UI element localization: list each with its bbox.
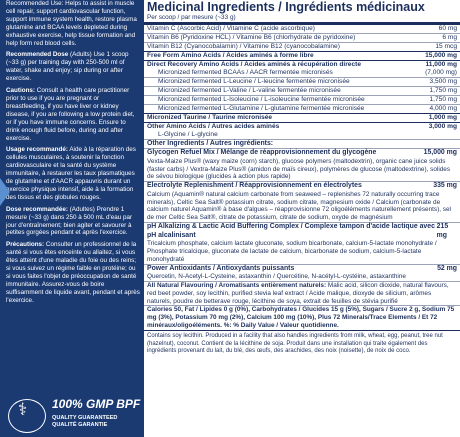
- ph-heading: pH Alkalizing & Lactic Acid Buffering Complex / Complexe tampon d'acide lactique avec pH alcalinisant 215 mg: [144, 222, 460, 240]
- gmp-badge: [2, 395, 142, 437]
- glycine-row: L-Glycine / L-glycine: [158, 131, 218, 138]
- english-usage: Recommended Use: Helps to assist in muscle cell repair, support cardiovascular function, support immune system health, restore plasma glutamine and BCAA levels depleted during exhaustive exercise, help tissue formation and help form red blood cells.: [6, 0, 137, 47]
- serving-size: Per scoop / par mesure (~33 g): [144, 14, 460, 25]
- ingredients-panel: [144, 0, 460, 437]
- ph-text: Tricalcium phosphate, calcium lactate gluconate, sodium bicarbonate, calcium-5-lactate monohydrate / Phosphate tricalcique, gluconate de lactate de calcium, bicarbonate de sodium, calcium-5-lactate monohydraté: [147, 239, 437, 263]
- antioxidant-heading: Power Antioxidants / Antioxydants puissants 52 mg: [144, 264, 460, 273]
- gmp-percent: 100% GMP BPF: [52, 397, 141, 411]
- direct-item-row: Micronized fermented L-Glutamine / L-glutamine fermentée micronisée 4,000 mg: [144, 104, 460, 113]
- vitamin-row: Vitamin C (Ascorbic Acid) / Vitamine C (acide ascorbique) 60 mg: [147, 25, 457, 32]
- nutrition-summary: Calories 50, Fat / Lipides 0 g (0%), Carbohydrates / Glucides 15 g (5%), Sugars / Sucre 2 g, Sodium 75 mg (3%), Potassium 70 mg (2%), Calcium 100 mg (10%), Plus 72 Minerals/Trace Elements / Et 72 minéraux/oligoéléments. %: % Daily Value / Valeur quotidienne.: [144, 305, 460, 330]
- taurine-row: Micronized Taurine / Taurine micronisée 1,000 mg: [144, 113, 460, 122]
- english-cautions: Cautions: Consult a health care practitioner prior to use if you are pregnant or breastfeeding, if you have liver or kidney disease, if you are following a low protein diet, or if you have immune concerns. Ensure to drink enough fluid before, during and after exercise.: [6, 87, 135, 142]
- usage-column: [0, 0, 144, 437]
- other-ingredients-heading: Other Ingredients / Autres ingrédients:: [144, 139, 460, 148]
- usage-text-block: [6, 0, 140, 309]
- vitamin-row: Vitamin B6 (Pyridoxine HCL) / Vitamine B6 (chlorhydrate de pyridoxine) 6 mg: [144, 33, 460, 42]
- french-cautions: Précautions: Consulter un professionnel de la santé si vous êtes enceinte ou allaitez, si vous êtes atteint d'une maladie du foie ou des reins; si vous suivez un régime faible en protéine; ou si vous faites l'objet de préoccupation de santé immunitaire. Assurez-vous de boire suffisamment de liquide avant, pendant et après l'exercice.: [6, 241, 140, 304]
- english-dose: Recommended Dose (Adults) Use 1 scoop (~33 g) per training day with 250-500 ml of water, shake and enjoy; sip during or after exercise.: [6, 51, 129, 83]
- vitamin-row: Vitamin B12 (Cyanocobalamin) / Vitamine B12 (cyanocobalamine) 15 mcg: [144, 42, 460, 51]
- caduceus-seal-icon: ⚕: [8, 399, 46, 433]
- free-form-amino-row: Free Form Amino Acids / Acides aminés à forme libre 15,000 mg: [144, 51, 460, 60]
- electrolyte-heading: Electrolyte Replenishment / Réapprovisionnement en électrolytes 335 mg: [144, 181, 460, 190]
- flavouring-text: All Natural Flavouring / Aromatisants entièrement naturels: Malic acid, silicon dioxide, natural flavours, red beet powder, soy lecithin, purified stevia leaf extract / Acide malique, dioxyde de silicium, arômes naturels, poudre de betterave rouge, lécithine de soya, extrait de feuilles de stévia purifié: [144, 281, 460, 306]
- antioxidant-text: Quercetin, N-Acetyl-L-Cysteine, astaxanthin / Quercétine, N-acétyl-L-cystéine, astaxanthine: [147, 272, 406, 280]
- french-dose: Dose recommandée: (Adultes) Prendre 1 mesure (~33 g) dans 250 à 500 mL d'eau par jour d'entraînement; bien agiter et savourer à petites gorgées pendant et après l'exercice.: [6, 205, 133, 237]
- french-usage: Usage recommandé: Aide à la réparation des cellules musculaires, à soutenir la fonction cardiovasculaire et la santé du système immunitaire, à restaurer les taux plasmatiques de glutamine et d'AACR appauvris durant un exercice physique intensif, aide à la formation des tissus et des globules rouges.: [6, 146, 136, 201]
- allergen-footnote: Contains soy lecithin. Produced in a facility that also handles ingredients from milk, wheat, egg, peanut, tree nut (hazelnut), coconut. Contient de la lécithine de soja. Produit dans une installation qui traite également des ingrédients provenant du lait, du blé, des œufs, des arachides, des noix (noisette), de noix de coco.: [144, 330, 460, 357]
- other-amino-row: Other Amino Acids / Autres acides aminés 3,000 mg: [144, 122, 460, 131]
- glycogen-heading: Glycogen Refuel Mix / Mélange de réapprovisionnement du glycogène 15,000 mg: [144, 148, 460, 157]
- direct-recovery-row: Direct Recovery Amino Acids / Acides aminés à récupération directe 11,000 mg: [144, 60, 460, 69]
- glycogen-text: Vexta-Maize Plus® (waxy maize (corn) starch), glucose polymers (maltodextrin), organic cane juice solids (faster carbs) / Vextra-Maize Plus® (amidon de maïs cireux), polymères de glucose (maltodextrine), solides de sévou biologique (glucides à action plus rapide): [147, 157, 451, 181]
- gmp-guarantee: [52, 415, 117, 428]
- direct-item-row: Micronized fermented L-Isoleucine / L-isoleucine fermentée micronisée 1,750 mg: [144, 95, 460, 104]
- direct-item-row: Micronized fermented L-Leucine / L-leucine fermentée micronisée 3,500 mg: [144, 77, 460, 86]
- gmp-guarantee-en: QUALITY GUARANTEED: [52, 415, 118, 421]
- panel-title: Medicinal Ingredients / Ingrédients médicinaux: [147, 0, 425, 14]
- chevron-arrow-icon: [0, 178, 10, 206]
- electrolyte-text: Calcium (Aquamin® natural calcium carbonate from seaweed – replenishes 72 naturally occurring trace minerals), Celtic Sea Salt® potassium citrate, sodium citrate, magnesium oxide / Calcium (carbonate de calcium naturel Aquamin® à base d'algues – réapprovisionne 72 oligoéléments naturellement présents), sel de mer Celtic Sea Salt®, citrate de potassium, citrate de sodium, oxyde de magnésium: [147, 190, 451, 222]
- direct-item-row: Micronized fermented BCAAs / AACR fermentée micronisés (7,000 mg): [158, 69, 457, 76]
- direct-item-row: Micronized fermented L-Valine / L-valine fermentée micronisée 1,750 mg: [144, 86, 460, 95]
- gmp-guarantee-fr: QUALITÉ GARANTIE: [52, 421, 108, 428]
